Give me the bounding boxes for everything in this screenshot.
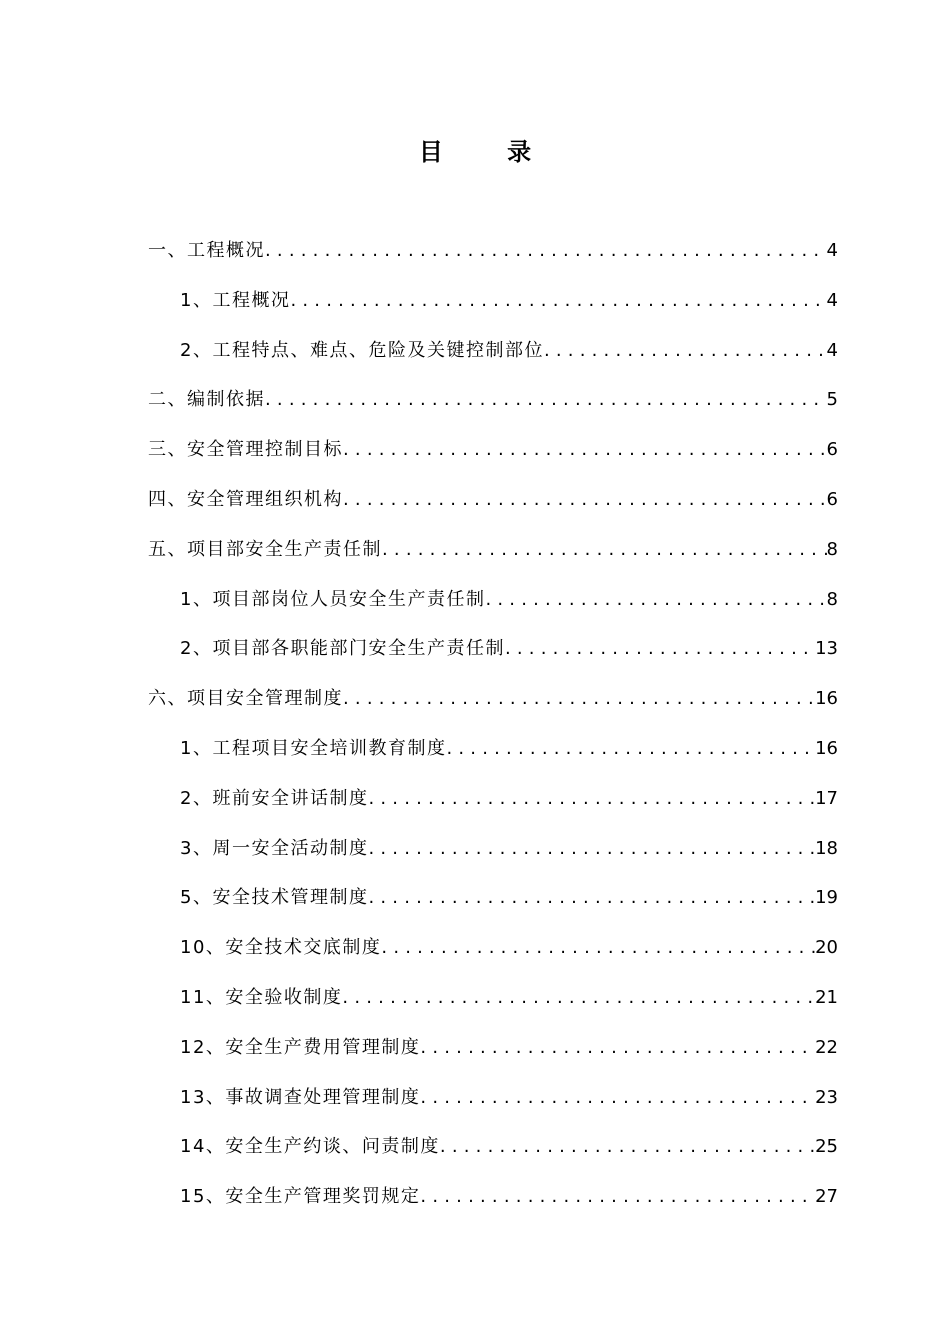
toc-entry-label: 一、工程概况 bbox=[148, 240, 265, 261]
toc-entry-label: 15、安全生产管理奖罚规定 bbox=[180, 1186, 421, 1208]
toc-entry-label: 1、工程项目安全培训教育制度 bbox=[180, 737, 447, 759]
toc-dot-leader bbox=[265, 226, 827, 276]
toc-entry[interactable] bbox=[148, 425, 838, 475]
toc-entry-label: 六、项目安全管理制度 bbox=[148, 688, 343, 710]
toc-dot-leader bbox=[420, 1023, 815, 1073]
toc-entry[interactable] bbox=[148, 873, 838, 923]
toc-entry-label: 2、工程特点、难点、危险及关键控制部位 bbox=[180, 339, 544, 361]
toc-dot-leader bbox=[446, 724, 815, 774]
toc-dot-leader bbox=[342, 973, 815, 1023]
toc-entry-label: 四、安全管理组织机构 bbox=[148, 488, 343, 510]
toc-entry-label: 11、安全验收制度 bbox=[180, 986, 343, 1008]
toc-dot-leader bbox=[505, 624, 815, 674]
toc-dot-leader bbox=[343, 425, 827, 475]
toc-entry-page-number: 4 bbox=[826, 289, 838, 311]
toc-entry[interactable] bbox=[148, 276, 838, 326]
toc-entry-label: 3、周一安全活动制度 bbox=[180, 837, 369, 859]
toc-entry-label: 2、班前安全讲话制度 bbox=[180, 787, 369, 809]
toc-entry[interactable] bbox=[148, 923, 838, 973]
toc-dot-leader bbox=[368, 824, 815, 874]
toc-title: 目 录 bbox=[418, 137, 560, 166]
toc-entry-label: 1、项目部岗位人员安全生产责任制 bbox=[180, 588, 486, 610]
toc-entry-page-number: 25 bbox=[815, 1136, 838, 1158]
toc-dot-leader bbox=[420, 1172, 815, 1222]
toc-entry-label: 13、事故调查处理管理制度 bbox=[180, 1086, 421, 1108]
toc-entry[interactable] bbox=[148, 724, 838, 774]
toc-entry[interactable] bbox=[148, 624, 838, 674]
toc-dot-leader bbox=[420, 1073, 815, 1123]
toc-dot-leader bbox=[343, 475, 827, 525]
toc-entry[interactable] bbox=[148, 575, 838, 625]
toc-dot-leader bbox=[368, 774, 815, 824]
toc-entry[interactable] bbox=[148, 774, 838, 824]
toc-entry[interactable] bbox=[148, 525, 838, 575]
table-of-contents bbox=[148, 226, 838, 1222]
toc-entry-page-number: 27 bbox=[815, 1186, 838, 1208]
toc-dot-leader bbox=[440, 1122, 815, 1172]
toc-entry-label: 三、安全管理控制目标 bbox=[148, 439, 343, 461]
toc-entry[interactable] bbox=[148, 674, 838, 724]
toc-entry[interactable] bbox=[148, 375, 838, 425]
toc-entry[interactable] bbox=[148, 1122, 838, 1172]
toc-entry-label: 1、工程概况 bbox=[180, 289, 291, 311]
toc-entry-page-number: 6 bbox=[826, 439, 838, 461]
toc-dot-leader bbox=[381, 923, 815, 973]
toc-dot-leader bbox=[544, 326, 827, 376]
toc-entry[interactable] bbox=[148, 226, 838, 276]
toc-entry[interactable] bbox=[148, 973, 838, 1023]
toc-entry-page-number: 22 bbox=[815, 1036, 838, 1058]
toc-entry-page-number: 20 bbox=[815, 937, 838, 959]
toc-entry[interactable] bbox=[148, 824, 838, 874]
toc-entry-page-number: 18 bbox=[815, 837, 838, 859]
toc-entry[interactable] bbox=[148, 1172, 838, 1222]
toc-entry-page-number: 13 bbox=[815, 638, 838, 660]
toc-entry-label: 2、项目部各职能部门安全生产责任制 bbox=[180, 638, 505, 660]
toc-entry-page-number: 8 bbox=[826, 538, 838, 560]
toc-entry-page-number: 5 bbox=[826, 389, 838, 411]
toc-entry-page-number: 16 bbox=[815, 688, 838, 710]
toc-entry-page-number: 19 bbox=[815, 887, 838, 909]
toc-entry[interactable] bbox=[148, 326, 838, 376]
toc-dot-leader bbox=[485, 575, 826, 625]
toc-entry-page-number: 6 bbox=[826, 488, 838, 510]
toc-entry-label: 5、安全技术管理制度 bbox=[180, 887, 369, 909]
toc-entry[interactable] bbox=[148, 475, 838, 525]
toc-dot-leader bbox=[343, 674, 815, 724]
toc-entry-label: 二、编制依据 bbox=[148, 389, 265, 411]
toc-entry-label: 10、安全技术交底制度 bbox=[180, 937, 382, 959]
toc-entry[interactable] bbox=[148, 1023, 838, 1073]
toc-entry-page-number: 23 bbox=[815, 1086, 838, 1108]
toc-entry-label: 五、项目部安全生产责任制 bbox=[148, 538, 382, 560]
toc-entry-page-number: 4 bbox=[826, 240, 838, 261]
toc-entry-page-number: 4 bbox=[826, 339, 838, 361]
toc-entry-page-number: 16 bbox=[815, 737, 838, 759]
toc-dot-leader bbox=[382, 525, 827, 575]
toc-entry-page-number: 17 bbox=[815, 787, 838, 809]
toc-entry-page-number: 21 bbox=[815, 986, 838, 1008]
toc-dot-leader bbox=[290, 276, 826, 326]
toc-entry-label: 12、安全生产费用管理制度 bbox=[180, 1036, 421, 1058]
toc-entry-label: 14、安全生产约谈、问责制度 bbox=[180, 1136, 440, 1158]
toc-dot-leader bbox=[368, 873, 815, 923]
toc-dot-leader bbox=[265, 375, 827, 425]
toc-entry[interactable] bbox=[148, 1073, 838, 1123]
toc-entry-page-number: 8 bbox=[826, 588, 838, 610]
